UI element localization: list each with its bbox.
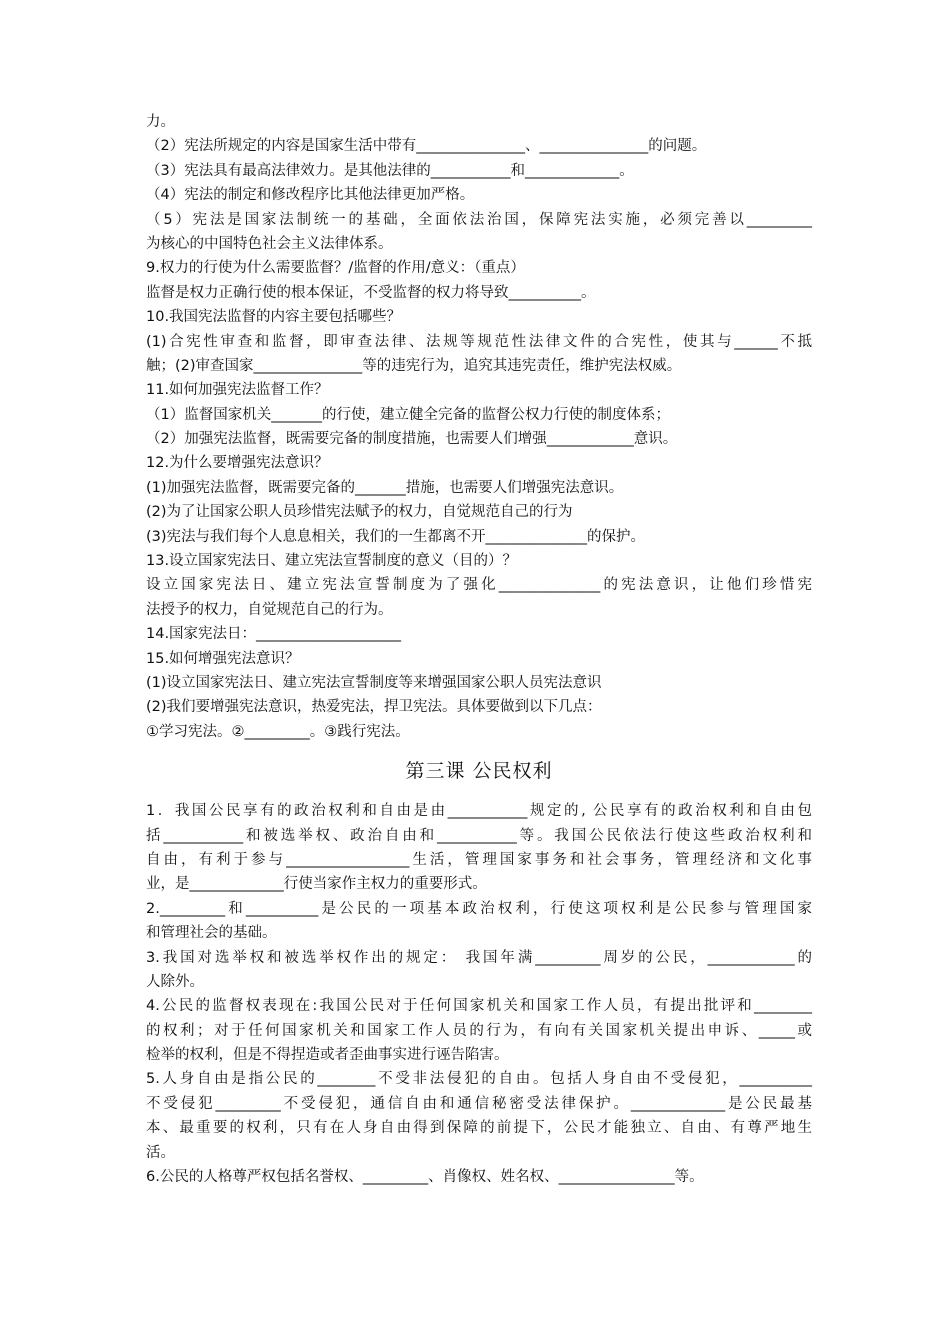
text-line: 9.权力的行使为什么需要监督？/监督的作用/意义：（重点） <box>146 260 525 277</box>
text-line: 设立国家宪法日、建立宪法宣誓制度为了强化______________的宪法意识，让他们珍惜宪 <box>146 577 812 594</box>
text-line: （1）监督国家机关_______的行使，建立健全完备的监督公权力行使的制度体系； <box>146 406 670 423</box>
document-page <box>146 110 812 1189</box>
text-line: 检举的权利，但是不得捏造或者歪曲事实进行诬告陷害。 <box>146 1047 509 1064</box>
section-constitution <box>146 110 812 744</box>
text-line: 15.如何增强宪法意识？ <box>146 650 300 667</box>
text-line: 2._________和__________是公民的一项基本政治权利，行使这项权利是公民参与管理国家 <box>146 900 812 917</box>
text-line: 3.我国对选举权和被选举权作出的规定： 我国年满_________周岁的公民，____________的 <box>146 949 812 966</box>
text-line: (2)为了让国家公职人员珍惜宪法赋予的权力，自觉规范自己的行为 <box>146 504 573 521</box>
text-line: (1)合宪性审查和监督，即审查法律、法规等规范性法律文件的合宪性，使其与______不抵 <box>146 333 812 350</box>
text-line: 4.公民的监督权表现在:我国公民对于任何国家机关和国家工作人员，有提出批评和________ <box>146 998 812 1015</box>
text-line: 力。 <box>146 114 175 130</box>
text-line: 5.人身自由是指公民的________不受非法侵犯的自由。包括人身自由不受侵犯，__________ <box>146 1071 812 1088</box>
text-line: 监督是权力正确行使的根本保证，不受监督的权力将导致__________。 <box>146 284 596 301</box>
text-line: 的权利；对于任何国家机关和国家工作人员的行为，有向有关国家机关提出申诉、_____或 <box>146 1022 812 1039</box>
text-line: 业，是_____________行使当家作主权力的重要形式。 <box>146 876 487 893</box>
text-line: 括___________和被选举权、政治自由和___________等。我国公民依法行使这些政治权利和 <box>146 827 812 844</box>
text-line: (2)我们要增强宪法意识，热爱宪法，捍卫宪法。具体要做到以下几点： <box>146 699 602 716</box>
text-line: (3)宪法与我们每个人息息相关，我们的一生都离不开______________的保护。 <box>146 528 646 545</box>
lesson-title: 第三课 公民权利 <box>405 760 553 783</box>
text-line: 自由，有利于参与_________________生活，管理国家事务和社会事务，管理经济和文化事 <box>146 851 812 868</box>
text-line: 10.我国宪法监督的内容主要包括哪些？ <box>146 309 402 326</box>
text-line: 人除外。 <box>146 973 204 990</box>
text-line: （2）加强宪法监督，既需要完备的制度措施，也需要人们增强____________意识。 <box>146 431 678 448</box>
text-line: （2）宪法所规定的内容是国家生活中带有_______________、_______________的问题。 <box>146 138 707 155</box>
text-line: (1)加强宪法监督，既需要完备的_______措施，也需要人们增强宪法意识。 <box>146 479 624 496</box>
text-line: （4）宪法的制定和修改程序比其他法律更加严格。 <box>146 187 475 204</box>
text-line: 为核心的中国特色社会主义法律体系。 <box>146 235 393 252</box>
text-line: 不受侵犯_________不受侵犯，通信自由和通信秘密受法律保护。_____________是公民最基 <box>146 1095 812 1112</box>
text-line: 活。 <box>146 1144 175 1161</box>
text-line: 14.国家宪法日：____________________ <box>146 626 402 643</box>
text-line: 6.公民的人格尊严权包括名誉权、_________、肖像权、姓名权、________________等。 <box>146 1169 704 1186</box>
text-line: 触；(2)审查国家_______________等的违宪行为，追究其违宪责任，维护宪法权威。 <box>146 357 682 374</box>
text-line: （3）宪法具有最高法律效力。是其他法律的___________和_____________。 <box>146 162 634 179</box>
text-line: 12.为什么要增强宪法意识？ <box>146 455 329 472</box>
text-line: （5）宪法是国家法制统一的基础，全面依法治国，保障宪法实施，必须完善以_________ <box>146 211 812 228</box>
text-line: 11.如何加强宪法监督工作？ <box>146 382 329 399</box>
text-line: ①学习宪法。②_________。③践行宪法。 <box>146 723 410 740</box>
section-citizen-rights <box>146 799 812 1189</box>
text-line: (1)设立国家宪法日、建立宪法宣誓制度等来增强国家公职人员宪法意识 <box>146 674 602 691</box>
text-line: 本、最重要的权利，只有在人身自由得到保障的前提下，公民才能独立、自由、有尊严地生 <box>146 1120 812 1137</box>
text-line: 和管理社会的基础。 <box>146 925 277 942</box>
text-line: 法授予的权力，自觉规范自己的行为。 <box>146 601 393 618</box>
text-line: 1．我国公民享有的政治权利和自由是由___________规定的, 公民享有的政治权利和自由包 <box>146 803 812 820</box>
text-line: 13.设立国家宪法日、建立宪法宣誓制度的意义（目的）？ <box>146 553 518 570</box>
